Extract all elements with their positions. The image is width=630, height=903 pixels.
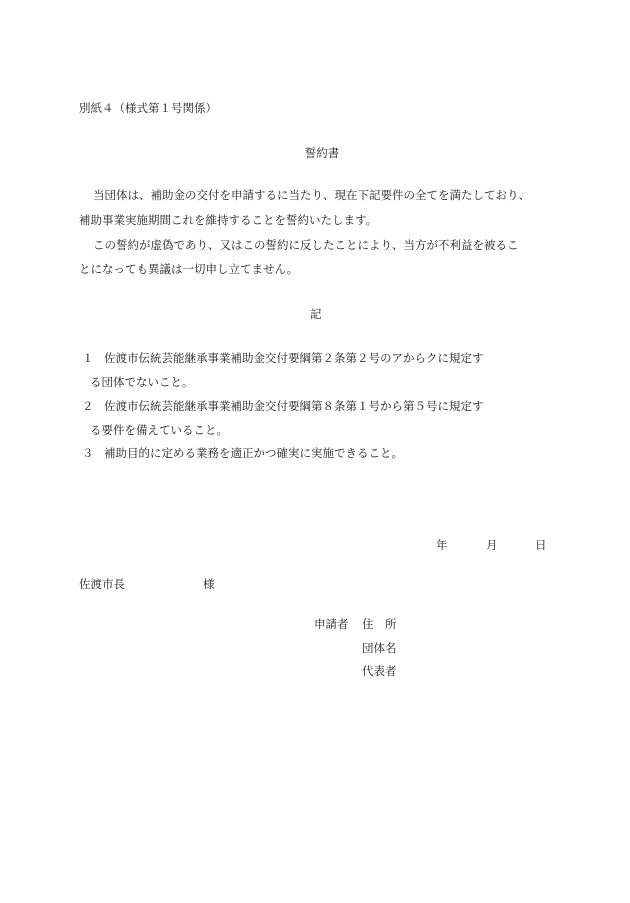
date-day-label: 日 [535, 538, 547, 552]
applicant-representative-label: 代表者 [362, 664, 397, 678]
ki-heading: 記 [310, 307, 322, 321]
requirement-2-line-2: る要件を備えていること。 [90, 423, 228, 437]
addressee-honorific: 様 [203, 577, 215, 591]
form-number-label: 別紙４（様式第１号関係） [79, 101, 217, 115]
applicant-address-label: 住 所 [362, 617, 397, 631]
applicant-label: 申請者 [314, 617, 349, 631]
requirement-3-line-1: 補助目的に定める業務を適正かつ確実に実施できること。 [104, 446, 403, 460]
requirement-number-1: １ [82, 351, 94, 365]
requirement-1-line-1: 佐渡市伝統芸能継承事業補助金交付要綱第２条第２号のアからクに規定す [104, 351, 484, 365]
document-title-text: 誓約書 [304, 146, 340, 160]
requirement-1-line-2: る団体でないこと。 [90, 375, 194, 389]
date-year-label: 年 [436, 538, 448, 552]
pledge-paragraph-1-line-1: 当団体は、補助金の交付を申請するに当たり、現在下記要件の全てを満たしており、 [93, 188, 530, 202]
requirement-number-2: ２ [82, 399, 94, 413]
pledge-paragraph-1-line-2: 補助事業実施期間これを維持することを誓約いたします。 [79, 213, 378, 227]
date-month-label: 月 [486, 538, 498, 552]
addressee-name: 佐渡市長 [79, 577, 125, 591]
pledge-paragraph-2-line-1: この誓約が虚偽であり、又はこの誓約に反したことにより、当方が不利益を被るこ [93, 238, 519, 252]
requirement-number-3: ３ [82, 446, 94, 460]
applicant-group-name-label: 団体名 [362, 641, 397, 655]
document-title [0, 145, 630, 161]
pledge-paragraph-2-line-2: とになっても異議は一切申し立てません。 [79, 262, 299, 276]
requirement-2-line-1: 佐渡市伝統芸能継承事業補助金交付要綱第８条第１号から第５号に規定す [104, 399, 484, 413]
